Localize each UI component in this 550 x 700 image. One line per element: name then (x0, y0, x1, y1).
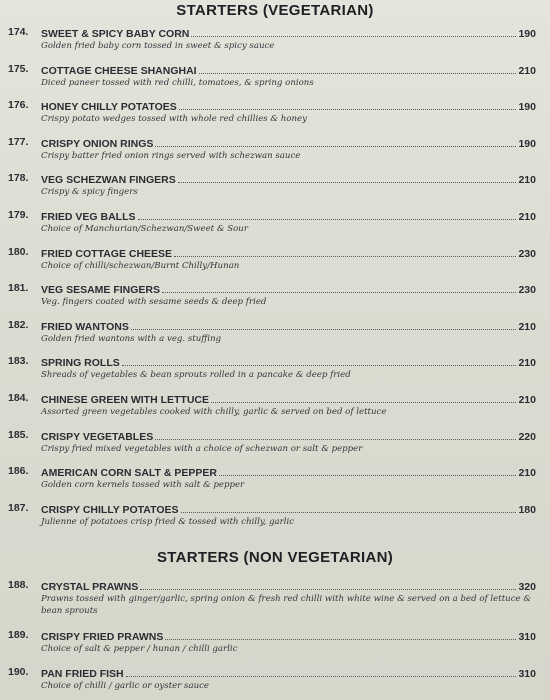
item-title-line (41, 99, 536, 113)
item-description: Crispy fried mixed vegetables with a choice of schezwan or salt & pepper (41, 443, 363, 454)
item-number: 181. (8, 282, 29, 295)
item-description: Choice of salt & pepper / hunan / chilli garlic (41, 644, 238, 654)
item-title-line (41, 209, 536, 223)
item-price: 220 (518, 430, 536, 443)
item-title-line (41, 282, 536, 296)
item-description: Choice of chilli / garlic or oyster sauce (41, 681, 210, 691)
item-number: 189. (8, 629, 29, 641)
item-number: 185. (8, 428, 29, 441)
item-description: Crispy batter fried onion rings served with schezwan sauce (41, 150, 301, 161)
item-description: Crispy potato wedges tossed with whole red chillies & honey (41, 114, 307, 125)
item-name: CRISPY FRIED PRAWNS (41, 631, 164, 643)
item-title-line (41, 502, 536, 516)
item-price: 230 (518, 284, 536, 297)
item-name: FRIED VEG BALLS (41, 211, 136, 223)
item-description: Veg. fingers coated with sesame seeds & deep fried (41, 297, 267, 308)
item-description: Crispy & spicy fingers (41, 187, 138, 198)
item-name: FRIED COTTAGE CHEESE (41, 247, 173, 260)
item-title-line (41, 392, 536, 406)
item-name: AMERICAN CORN SALT & PEPPER (41, 467, 217, 480)
item-price: 310 (518, 668, 536, 680)
item-price: 180 (518, 503, 536, 516)
item-description: Golden fried baby corn tossed in sweet & spicy sauce (41, 41, 275, 51)
item-description: Golden corn kernels tossed with salt & pepper (41, 480, 245, 491)
item-number: 174. (8, 26, 29, 38)
item-name: CRISPY ONION RINGS (41, 137, 154, 150)
leader-dots (138, 219, 517, 220)
leader-dots (174, 256, 516, 257)
item-description: Choice of chilli/schezwan/Burnt Chilly/Hunan (41, 260, 240, 271)
leader-dots (122, 365, 517, 366)
item-description: Assorted green vegetables cooked with chilly, garlic & served on bed of lettuce (41, 407, 387, 417)
item-number: 177. (8, 135, 29, 148)
leader-dots (155, 439, 516, 440)
item-name: CRYSTAL PRAWNS (41, 581, 139, 593)
item-number: 184. (8, 392, 29, 404)
item-price: 210 (518, 467, 536, 480)
item-description: Shreads of vegetables & bean sprouts rolled in a pancake & deep fried (41, 370, 351, 381)
item-title-line (41, 63, 536, 77)
item-price: 230 (518, 247, 536, 260)
item-price: 210 (518, 394, 536, 406)
item-description: Prawns tossed with ginger/garlic, spring onion & fresh red chilli with white wine & served on a bed of lettuce & bean sprouts (41, 594, 531, 616)
item-price: 190 (518, 137, 536, 150)
item-name: PAN FRIED FISH (41, 668, 124, 680)
item-title-line (41, 319, 536, 333)
leader-dots (179, 109, 517, 110)
leader-dots (199, 73, 517, 74)
item-title-line (41, 136, 536, 150)
item-name: SPRING ROLLS (41, 357, 120, 370)
item-number: 180. (8, 245, 29, 258)
item-title-line (41, 172, 536, 186)
item-number: 190. (8, 666, 29, 678)
item-number: 175. (8, 62, 29, 75)
item-price: 190 (518, 101, 536, 114)
leader-dots (126, 676, 517, 677)
item-description: Golden fried wantons with a veg. stuffing (41, 333, 222, 344)
item-number: 182. (8, 318, 29, 331)
leader-dots (162, 292, 516, 293)
section-title-non-vegetarian: STARTERS (NON VEGETARIAN) (156, 549, 394, 566)
item-name: VEG SCHEZWAN FINGERS (41, 174, 176, 187)
leader-dots (211, 402, 516, 403)
item-title-line (41, 629, 536, 643)
item-price: 210 (518, 174, 536, 187)
leader-dots (191, 36, 516, 37)
item-description: Diced paneer tossed with red chilli, tomatoes, & spring onions (41, 77, 314, 88)
item-name: HONEY CHILLY POTATOES (41, 101, 177, 114)
item-price: 320 (518, 581, 536, 593)
section-title-vegetarian: STARTERS (VEGETARIAN) (176, 2, 374, 19)
leader-dots (178, 182, 517, 183)
item-description: Choice of Manchurian/Schezwan/Sweet & Sour (41, 224, 248, 234)
item-title-line (41, 246, 536, 260)
item-title-line (41, 465, 536, 479)
item-price: 210 (518, 320, 536, 333)
leader-dots (155, 146, 516, 147)
item-name: CHINESE GREEN WITH LETTUCE (41, 394, 210, 406)
item-price: 190 (518, 28, 536, 40)
item-number: 183. (8, 355, 29, 368)
item-name: SWEET & SPICY BABY CORN (41, 28, 190, 40)
item-title-line (41, 26, 536, 40)
item-title-line (41, 579, 536, 593)
item-description: Julienne of potatoes crisp fried & tossed with chilly, garlic (41, 516, 295, 527)
leader-dots (219, 475, 516, 476)
item-title-line (41, 355, 536, 369)
leader-dots (140, 589, 516, 590)
item-name: CRISPY CHILLY POTATOES (41, 503, 179, 516)
item-number: 188. (8, 579, 29, 591)
item-price: 210 (518, 357, 536, 370)
leader-dots (131, 329, 517, 330)
item-price: 310 (518, 631, 536, 643)
item-number: 176. (8, 99, 29, 112)
item-number: 179. (8, 209, 29, 221)
item-title-line (41, 666, 536, 680)
item-price: 210 (518, 64, 536, 77)
item-name: CRISPY VEGETABLES (41, 430, 154, 443)
item-name: COTTAGE CHEESE SHANGHAI (41, 64, 197, 77)
item-name: FRIED WANTONS (41, 320, 129, 333)
item-name: VEG SESAME FINGERS (41, 284, 161, 297)
item-price: 210 (518, 211, 536, 223)
leader-dots (165, 639, 516, 640)
item-number: 186. (8, 465, 29, 478)
item-title-line (41, 429, 536, 443)
leader-dots (181, 512, 517, 513)
item-number: 178. (8, 172, 29, 185)
item-number: 187. (8, 501, 29, 514)
